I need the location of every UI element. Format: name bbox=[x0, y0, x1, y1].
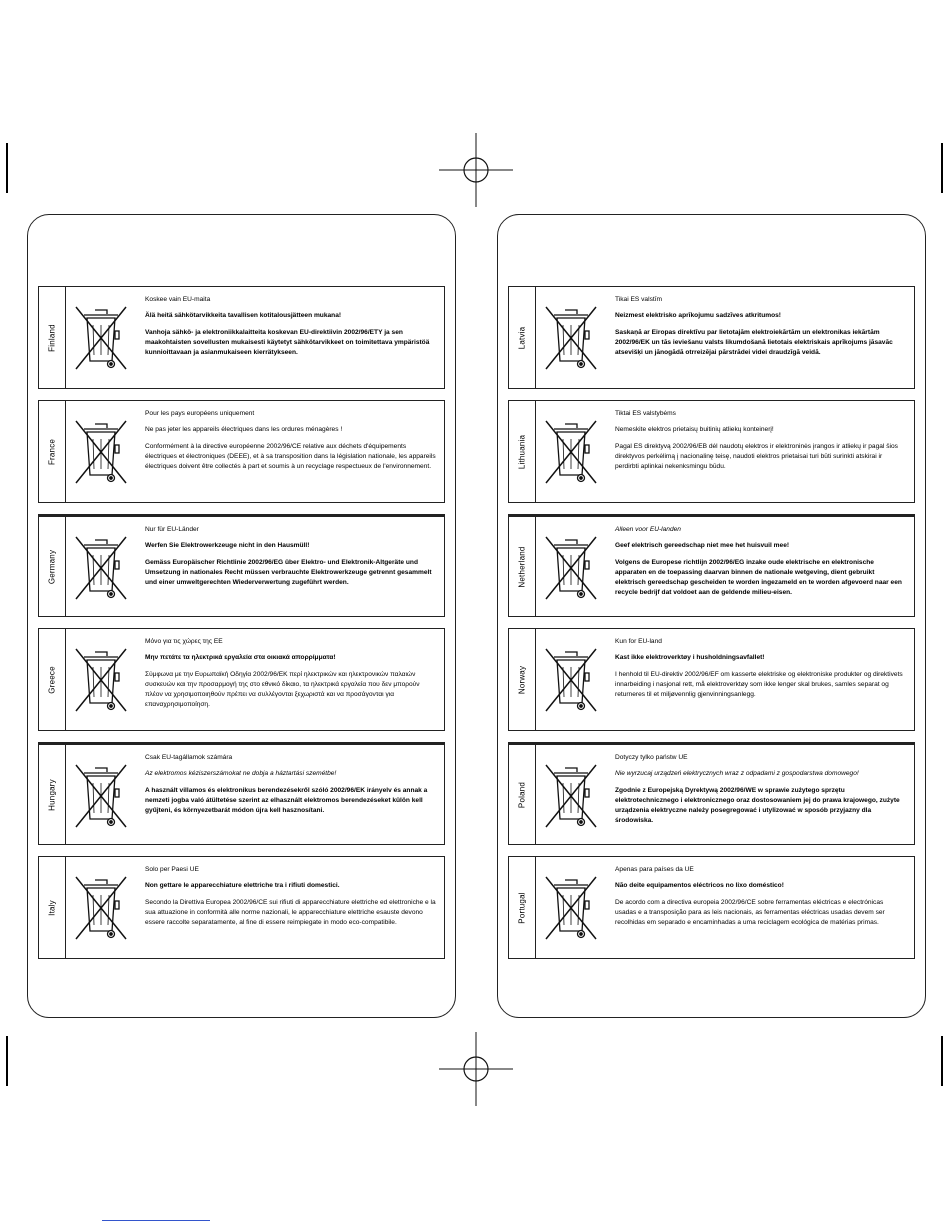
crossed-out-wheelie-bin-icon bbox=[73, 303, 129, 373]
crossed-out-wheelie-bin-icon bbox=[73, 761, 129, 831]
row-heading: Tikai ES valstīm bbox=[615, 296, 663, 303]
row-subheading: Non gettare le apparecchiature elettriche tra i rifiuti domestici. bbox=[145, 882, 340, 889]
crossed-out-wheelie-bin-icon bbox=[543, 417, 599, 487]
row-heading: Kun for EU-land bbox=[615, 638, 662, 645]
weee-row-hungary bbox=[38, 742, 445, 845]
row-body: Secondo la Direttiva Europea 2002/96/CE sui rifiuti di apparecchiature elettriche ed elettroniche e la sua attuazione in conformità alle norme nazionali, le apparecchiature elettriche esauste devono essere raccolte separatamente, al fine di essere reimpiegate in modo eco-compatibile. bbox=[145, 899, 436, 926]
weee-row-latvia bbox=[508, 286, 915, 389]
row-body: Zgodnie z Europejską Dyrektywą 2002/96/WE w sprawie zużytego sprzętu elektrotechnicznego i elektronicznego oraz dostosowaniem jej do prawa krajowego, zużyte urządzenia elektryczne należy posegregować i utylizować w sposób przyjazny dla środowiska. bbox=[615, 787, 900, 824]
country-label: Lithuania bbox=[509, 401, 536, 502]
country-label: Portugal bbox=[509, 857, 536, 958]
country-label: Germany bbox=[39, 517, 66, 616]
crop-mark-top-right bbox=[941, 143, 943, 193]
left-panel bbox=[27, 214, 456, 1018]
row-body: Σύμφωνα με την Ευρωπαϊκή Οδηγία 2002/96/ΕΚ περί ηλεκτρικών και ηλεκτρονικών παλαιών συσκευών και την προσαρμογή της στο εθνικό δίκαιο, τα ηλεκτρικά εργαλεία που δεν μπορούν πλέον να χρησιμοποιηθούν πρέπει να συλλέγονται ξεχωριστά και να προσάγονται για επαναχρησιμοποίηση. bbox=[145, 671, 420, 708]
row-body: Volgens de Europese richtlijn 2002/96/EG inzake oude elektrische en elektronische apparaten en de toepassing daarvan binnen de nationale wetgeving, dient gebruikt elektrisch gereedschap gescheiden te worden ingezameld en te worden afgevoerd naar een recycle bedrijf dat voldoet aan de geldende milieu-eisen. bbox=[615, 559, 902, 596]
weee-row-greece bbox=[38, 628, 445, 731]
row-heading: Nur für EU-Länder bbox=[145, 526, 199, 533]
right-panel bbox=[497, 214, 926, 1018]
row-subheading: Älä heitä sähkötarvikkeita tavallisen kotitalousjätteen mukana! bbox=[145, 312, 342, 319]
country-label: Hungary bbox=[39, 745, 66, 844]
row-subheading: Ne pas jeter les appareils électriques dans les ordures ménagères ! bbox=[145, 426, 343, 433]
row-subheading: Não deite equipamentos eléctricos no lixo doméstico! bbox=[615, 882, 784, 889]
row-subheading: Neizmest elektrisko aprīkojumu sadzīves atkritumos! bbox=[615, 312, 782, 319]
crossed-out-wheelie-bin-icon bbox=[543, 761, 599, 831]
crossed-out-wheelie-bin-icon bbox=[73, 645, 129, 715]
crossed-out-wheelie-bin-icon bbox=[543, 533, 599, 603]
row-body: Conformément à la directive européenne 2002/96/CE relative aux déchets d'équipements électriques et électroniques (DEEE), et à sa transposition dans la législation nationale, les appareils électriques doivent être collectés à part et soumis à un recyclage respectueux de l'environnement. bbox=[145, 443, 436, 470]
country-label: Netherland bbox=[509, 517, 536, 616]
row-heading: Csak EU-tagállamok számára bbox=[145, 754, 233, 761]
country-label: Poland bbox=[509, 745, 536, 844]
country-label: France bbox=[39, 401, 66, 502]
row-heading: Solo per Paesi UE bbox=[145, 866, 199, 873]
crossed-out-wheelie-bin-icon bbox=[73, 873, 129, 943]
row-subheading: Geef elektrisch gereedschap niet mee het huisvuil mee! bbox=[615, 542, 790, 549]
weee-row-lithuania bbox=[508, 400, 915, 503]
row-body: A használt villamos és elektronikus berendezésekről szóló 2002/96/EK irányelv és annak a nemzeti jogba való átültetése szerint az elhasznált elektromos berendezéseket külön kell gyűjteni, és környezetbarát módon újra kell hasznosítani. bbox=[145, 787, 428, 814]
crossed-out-wheelie-bin-icon bbox=[73, 417, 129, 487]
crossed-out-wheelie-bin-icon bbox=[543, 873, 599, 943]
row-heading: Μόνο για τις χώρες της ΕΕ bbox=[145, 638, 223, 645]
registration-mark-top-icon bbox=[439, 133, 513, 207]
row-heading: Tiktai ES valstybėms bbox=[615, 410, 676, 417]
weee-row-italy bbox=[38, 856, 445, 959]
row-subheading: Μην πετάτε τα ηλεκτρικά εργαλεία στα οικιακά απορρίμματα! bbox=[145, 654, 336, 661]
row-subheading: Werfen Sie Elektrowerkzeuge nicht in den Hausmüll! bbox=[145, 542, 310, 549]
row-subheading: Nemeskite elektros prietaisų buitinių atliekų konteinerį! bbox=[615, 426, 774, 433]
country-label: Greece bbox=[39, 629, 66, 730]
row-heading: Apenas para países da UE bbox=[615, 866, 694, 873]
row-body: De acordo com a directiva europeia 2002/96/CE sobre ferramentas eléctricas e electrónicas usadas e a transposição para as leis nacionais, as ferramentas eléctricas usadas devem ser recolhidas em separado e encaminhadas a uma reciclagem ecológica de matérias primas. bbox=[615, 899, 885, 926]
row-heading: Dotyczy tylko państw UE bbox=[615, 754, 688, 761]
country-label: Latvia bbox=[509, 287, 536, 388]
country-label: Finland bbox=[39, 287, 66, 388]
weee-row-finland bbox=[38, 286, 445, 389]
crop-mark-top-left bbox=[6, 143, 8, 193]
weee-row-france bbox=[38, 400, 445, 503]
row-body: I henhold til EU-direktiv 2002/96/EF om kasserte elektriske og elektroniske produkter og direktivets innarbeiding i nasjonal rett, må elektroverktøy som ikke lenger skal brukes, samles separat og returneres til et miljøvennlig gjenvinningsanlegg. bbox=[615, 671, 903, 698]
weee-row-germany bbox=[38, 514, 445, 617]
weee-row-norway bbox=[508, 628, 915, 731]
row-subheading: Kast ikke elektroverktøy i husholdningsavfallet! bbox=[615, 654, 765, 661]
row-heading: Pour les pays européens uniquement bbox=[145, 410, 255, 417]
row-body: Saskaņā ar Eiropas direktīvu par lietotajām elektroiekārtām un elektronikas iekārtām 2002/96/EK un tās ieviešanu valsts likumdošanā lietotais elektriskais aprīkojums jāsavāc atsevišķi un jānogādā otrreizējai pārstrādei videi draudzīgā veidā. bbox=[615, 329, 893, 356]
crossed-out-wheelie-bin-icon bbox=[73, 533, 129, 603]
weee-row-netherland bbox=[508, 514, 915, 617]
row-body: Gemäss Europäischer Richtlinie 2002/96/EG über Elektro- und Elektronik-Altgeräte und Umsetzung in nationales Recht müssen verbrauchte Elektrowerkzeuge getrennt gesammelt und einer umweltgerechten Wiederverwertung zugeführt werden. bbox=[145, 559, 432, 586]
underline-mark bbox=[102, 1220, 210, 1221]
row-subheading: Nie wyrzucaj urządzeń elektrycznych wraz z odpadami z gospodarstwa domowego! bbox=[615, 770, 859, 777]
crossed-out-wheelie-bin-icon bbox=[543, 303, 599, 373]
crop-mark-bottom-left bbox=[6, 1036, 8, 1086]
row-heading: Koskee vain EU-maita bbox=[145, 296, 211, 303]
row-subheading: Az elektromos kéziszerszámokat ne dobja a háztartási szemétbe! bbox=[145, 770, 337, 777]
country-label: Italy bbox=[39, 857, 66, 958]
registration-mark-bottom-icon bbox=[439, 1032, 513, 1106]
crop-mark-bottom-right bbox=[941, 1036, 943, 1086]
country-label: Norway bbox=[509, 629, 536, 730]
weee-row-poland bbox=[508, 742, 915, 845]
crossed-out-wheelie-bin-icon bbox=[543, 645, 599, 715]
row-body: Vanhoja sähkö- ja elektroniikkalaitteita koskevan EU-direktiivin 2002/96/ETY ja sen maakohtaisten sovellusten mukaisesti käytetyt sähkötarvikkeet on toimitettava ympäristöä kunnioittavaan ja asianmukaiseen kierrätykseen. bbox=[145, 329, 430, 356]
row-body: Pagal ES direktyvą 2002/96/EB dėl naudotų elektros ir elektroninės įrangos ir atliekų ir pagal šios direktyvos perkėlimą į nacionalinę teisę, naudoti elektros prietaisai turi būti surinkti atskirai ir perdirbti aplinkai nekenksmingu būdu. bbox=[615, 443, 898, 470]
row-heading: Alleen voor EU-landen bbox=[615, 526, 681, 533]
weee-row-portugal bbox=[508, 856, 915, 959]
